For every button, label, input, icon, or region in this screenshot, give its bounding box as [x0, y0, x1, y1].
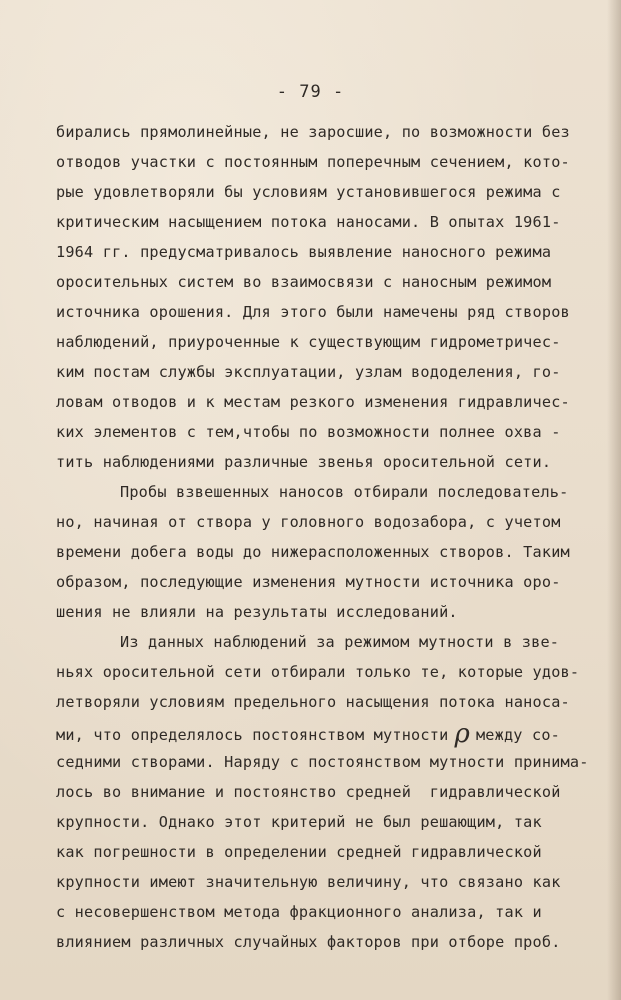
text-line: тить наблюдениями различные звенья оросительной сети.: [56, 453, 552, 471]
paragraph-start-line: Из данных наблюдений за режимом мутности в зве-: [120, 633, 560, 651]
text-line: ким постам службы эксплуатации, узлам вододеления, го-: [56, 363, 561, 381]
page-edge-shadow: [607, 0, 621, 1000]
text-line: летворяли условиям предельного насыщения потока наноса-: [56, 693, 570, 711]
text-line: отводов участки с постоянным поперечным сечением, кото-: [56, 153, 570, 171]
text-line: ньях оросительной сети отбирали только те, которые удов-: [56, 663, 580, 681]
text-line: но, начиная от створа у головного водозабора, с учетом: [56, 513, 561, 531]
text-line: крупности. Однако этот критерий не был решающим, так: [56, 813, 542, 831]
text-line: рые удовлетворяли бы условиям установившегося режима с: [56, 183, 561, 201]
text-line: бирались прямолинейные, не заросшие, по возможности без: [56, 123, 570, 141]
text-line: критическим насыщением потока наносами. В опытах 1961-: [56, 213, 561, 231]
text-line: времени добега воды до нижерасположенных створов. Таким: [56, 543, 570, 561]
text-line: наблюдений, приуроченные к существующим гидрометричес-: [56, 333, 561, 351]
text-line: источника орошения. Для этого были намечены ряд створов: [56, 303, 570, 321]
text-line: как погрешности в определении средней гидравлической: [56, 843, 542, 861]
text-line: седними створами. Наряду с постоянством мутности принима-: [56, 753, 589, 771]
text-line-with-formula: [56, 719, 561, 749]
text-segment: ми, что определялось постоянством мутности: [56, 726, 449, 744]
text-line: крупности имеют значительную величину, что связано как: [56, 873, 561, 891]
text-line: лось во внимание и постоянство средней гидравлической: [56, 783, 561, 801]
text-line: шения не влияли на результаты исследований.: [56, 603, 458, 621]
text-line: с несовершенством метода фракционного анализа, так и: [56, 903, 542, 921]
text-line: ловам отводов и к местам резкого изменения гидравличес-: [56, 393, 570, 411]
page-number: - 79 -: [276, 82, 345, 102]
text-line: ких элементов с тем,чтобы по возможности полнее охва -: [56, 423, 561, 441]
rho-symbol: ρ: [454, 719, 470, 749]
text-segment: между со-: [475, 726, 561, 744]
text-line: влиянием различных случайных факторов при отборе проб.: [56, 933, 561, 951]
text-line: 1964 гг. предусматривалось выявление наносного режима: [56, 243, 552, 261]
text-line: образом, последующие изменения мутности источника оро-: [56, 573, 561, 591]
text-line: оросительных систем во взаимосвязи с наносным режимом: [56, 273, 552, 291]
paragraph-start-line: Пробы взвешенных наносов отбирали последователь-: [120, 483, 569, 501]
